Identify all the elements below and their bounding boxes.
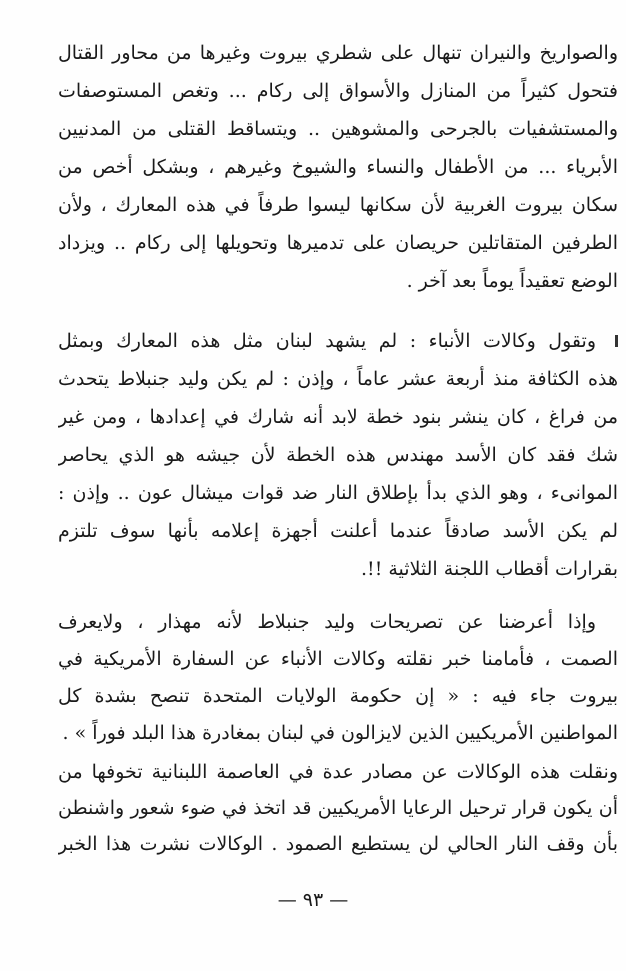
paragraph-line: سكان بيروت الغربية لأن سكانها ليسوا طرفاً في هذه المعارك ، ولأن	[58, 194, 618, 216]
paragraph-line: فتحول كثيراً من المنازل والأسواق إلى ركام ... وتغص المستوصفات	[58, 80, 618, 102]
paragraph-4	[58, 754, 618, 862]
paragraph-1	[58, 34, 618, 300]
paragraph-line: وإذا أعرضنا عن تصريحات وليد جنبلاط لأنه مهذار ، ولايعرف	[58, 611, 596, 633]
paragraph-line: من فراغ ، كان ينشر بنود خطة لابد أنه شارك في إعدادها ، ومن غير	[58, 406, 618, 428]
paragraph-line: أن يكون قرار ترحيل الرعايا الأمريكيين قد اتخذ في ضوء شعور واشنطن	[58, 797, 618, 819]
paragraph-line: الصمت ، فأمامنا خبر نقلته وكالات الأنباء عن السفارة الأمريكية في	[58, 648, 618, 670]
paragraph-line: بأن وقف النار الحالي لن يستطيع الصمود . الوكالات نشرت هذا الخبر	[58, 833, 618, 855]
paragraph-2	[58, 322, 618, 588]
paragraph-line: الوضع تعقيداً يوماً بعد آخر .	[406, 270, 618, 292]
paragraph-line: هذه الكثافة منذ أربعة عشر عاماً ، وإذن : لم يكن وليد جنبلاط يتحدث	[58, 368, 618, 390]
paragraph-line: لم يكن الأسد صادقاً عندما أعلنت أجهزة إعلامه بأنها سوف تلتزم	[58, 520, 618, 542]
paragraph-line: المواطنين الأمريكيين الذين لايزالون في لبنان بمغادرة هذا البلد فوراً » .	[62, 722, 618, 744]
page-number: — ٩٣ —	[277, 889, 349, 911]
paragraph-line: ونقلت هذه الوكالات عن مصادر عدة في العاصمة اللبنانية تخوفها من	[58, 761, 618, 783]
paragraph-line: الموانىء ، وهو الذي بدأ بإطلاق النار ضد قوات ميشال عون .. وإذن :	[58, 482, 618, 504]
paragraph-line: وتقول وكالات الأنباء : لم يشهد لبنان مثل هذه المعارك وبمثل	[58, 330, 596, 352]
paragraph-line: والمستشفيات بالجرحى والمشوهين .. ويتساقط القتلى من المدنيين	[58, 118, 618, 140]
paragraph-line: والصواريخ والنيران تنهال على شطري بيروت وغيرها من محاور القتال	[58, 42, 618, 64]
paragraph-line: الطرفين المتقاتلين حريصان على تدميرها وتحويلها إلى ركام .. ويزداد	[58, 232, 618, 254]
paragraph-line: بيروت جاء فيه : « إن حكومة الولايات المتحدة تنصح بشدة كل	[58, 685, 618, 707]
paragraph-line: بقرارات أقطاب اللجنة الثلاثية !!.	[361, 558, 618, 580]
paragraph-3	[58, 604, 618, 752]
paragraph-line: الأبرياء ... من الأطفال والنساء والشيوخ وغيرهم ، وبشكل أخص من	[58, 156, 618, 178]
paragraph-line: شك فقد كان الأسد مهندس هذه الخطة لأن جيشه هو الذي يحاصر	[58, 444, 618, 466]
